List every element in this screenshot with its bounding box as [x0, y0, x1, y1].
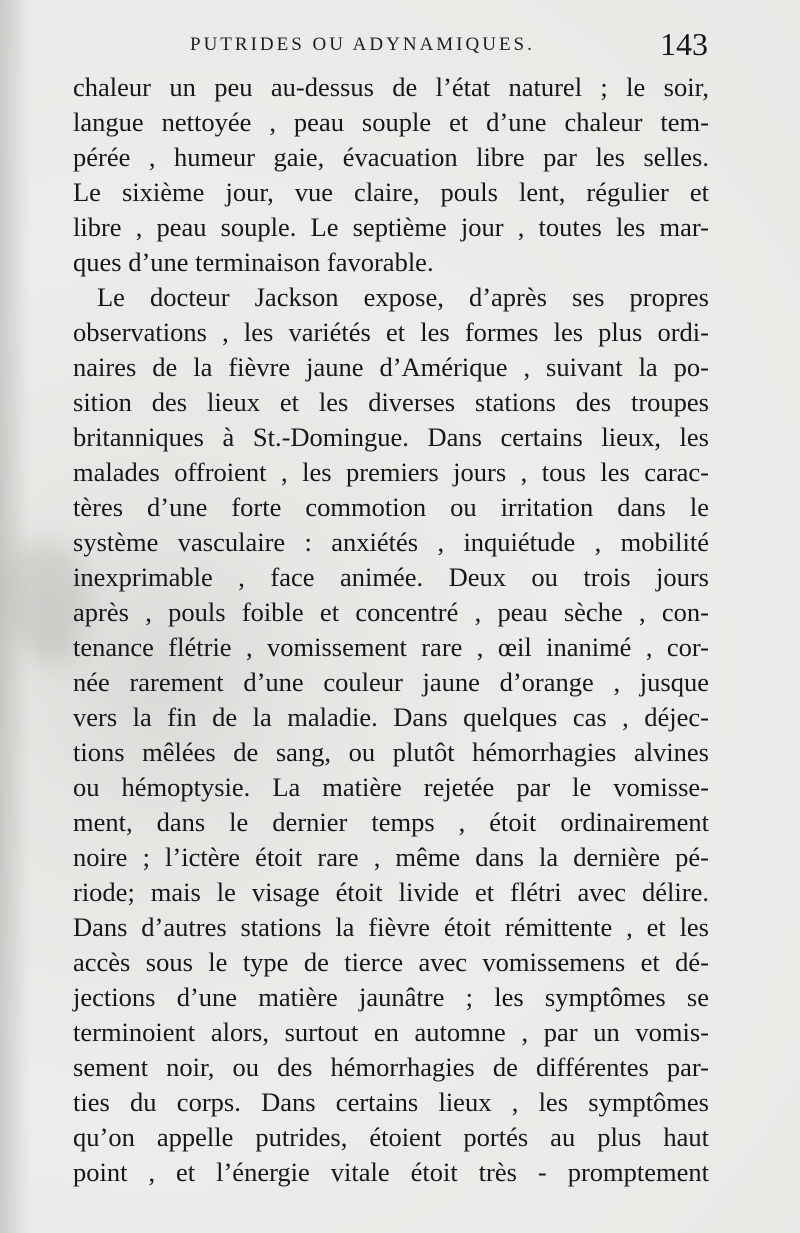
- text-line: point , et l’énergie vitale étoit très - promptement: [73, 1157, 709, 1187]
- text-line: ment, dans le dernier temps , étoit ordinairement: [73, 807, 709, 837]
- text-line: naires de la fièvre jaune d’Amérique , suivant la po-: [73, 352, 709, 382]
- text-line: Le docteur Jackson expose, d’après ses propres: [97, 282, 709, 312]
- text-line: tions mêlées de sang, ou plutôt hémorrhagies alvines: [73, 737, 709, 767]
- text-line: langue nettoyée , peau souple et d’une chaleur tem-: [73, 107, 709, 137]
- text-line: jections d’une matière jaunâtre ; les symptômes se: [73, 982, 709, 1012]
- text-line: tères d’une forte commotion ou irritation dans le: [73, 492, 709, 522]
- text-line: inexprimable , face animée. Deux ou trois jours: [73, 562, 709, 592]
- text-line: qu’on appelle putrides, étoient portés au plus haut: [73, 1122, 709, 1152]
- page-header: [0, 26, 800, 70]
- text-line: système vasculaire : anxiétés , inquiétude , mobilité: [73, 527, 709, 557]
- text-line: après , pouls foible et concentré , peau sèche , con-: [73, 597, 709, 627]
- text-line: riode; mais le visage étoit livide et flétri avec délire.: [73, 877, 709, 907]
- text-line: chaleur un peu au-dessus de l’état naturel ; le soir,: [73, 72, 709, 102]
- text-line: sement noir, ou des hémorrhagies de différentes par-: [73, 1052, 709, 1082]
- text-line: vers la fin de la maladie. Dans quelques cas , déjec-: [73, 702, 709, 732]
- text-line: observations , les variétés et les formes les plus ordi-: [73, 317, 709, 347]
- text-line: ques d’une terminaison favorable.: [73, 247, 434, 277]
- text-line: pérée , humeur gaie, évacuation libre par les selles.: [73, 142, 709, 172]
- body-text: [73, 70, 709, 1190]
- text-line: libre , peau souple. Le septième jour , toutes les mar-: [73, 212, 709, 242]
- page-number: 143: [660, 26, 708, 62]
- text-line: ou hémoptysie. La matière rejetée par le vomisse-: [73, 772, 709, 802]
- text-line: malades offroient , les premiers jours , tous les carac-: [73, 457, 709, 487]
- running-head: PUTRIDES OU ADYNAMIQUES.: [190, 34, 535, 55]
- text-line: terminoient alors, surtout en automne , par un vomis-: [73, 1017, 709, 1047]
- text-line: noire ; l’ictère étoit rare , même dans la dernière pé-: [73, 842, 709, 872]
- text-line: ties du corps. Dans certains lieux , les symptômes: [73, 1087, 709, 1117]
- text-line: Dans d’autres stations la fièvre étoit rémittente , et les: [73, 912, 709, 942]
- text-line: britanniques à St.-Domingue. Dans certains lieux, les: [73, 422, 709, 452]
- text-line: Le sixième jour, vue claire, pouls lent, régulier et: [73, 177, 709, 207]
- text-line: tenance flétrie , vomissement rare , œil inanimé , cor-: [73, 632, 709, 662]
- text-line: sition des lieux et les diverses stations des troupes: [73, 387, 709, 417]
- text-line: née rarement d’une couleur jaune d’orange , jusque: [73, 667, 709, 697]
- text-line: accès sous le type de tierce avec vomissemens et dé-: [73, 947, 709, 977]
